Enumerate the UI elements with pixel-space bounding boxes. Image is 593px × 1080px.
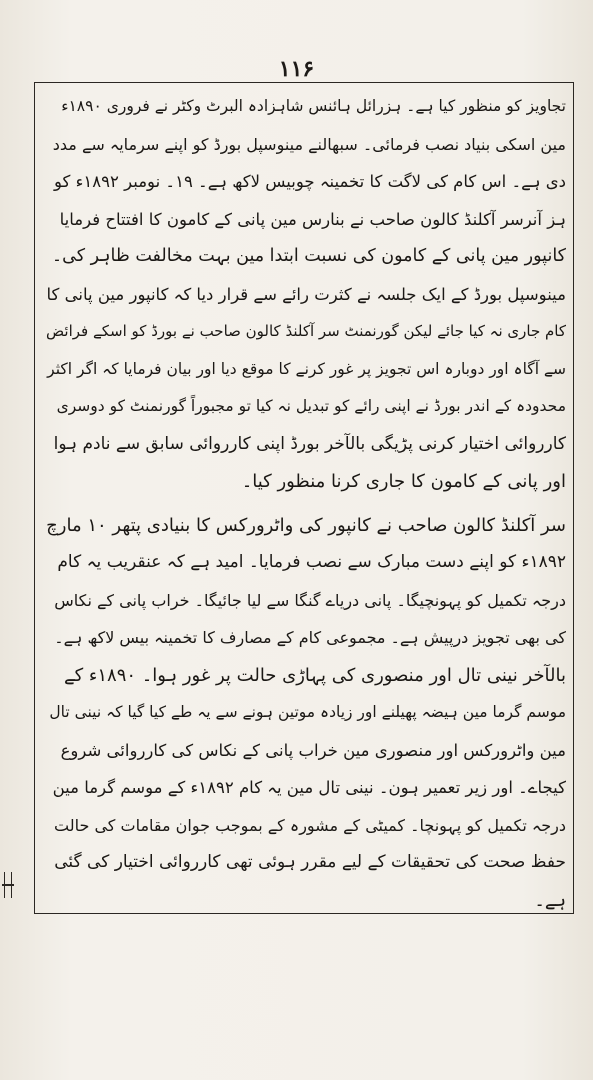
text-line: کانپور مین پانی کے کامون کی نسبت ابتدا مین بہت مخالفت ظاہر کی۔ [51, 246, 566, 266]
text-line: کیجاے۔ اور زیر تعمیر ہون۔ نینی تال مین یہ کام ۱۸۹۲ء کے موسم گرما مین [52, 778, 566, 797]
page-number: ۱۱۶ [278, 56, 315, 82]
text-line: مینوسپل بورڈ کے ایک جلسہ نے کثرت رائے سے قرار دیا کہ کانپور مین پانی کا [46, 284, 566, 304]
text-line: درجہ تکمیل کو پہونچا۔ کمیٹی کے مشورہ کے بموجب جوان مقامات کی حالت [54, 815, 566, 835]
text-line: کی بھی تجویز درپیش ہے۔ مجموعی کام کے مصارف کا تخمینہ بیس لاکھ ہے۔ [54, 628, 566, 647]
margin-mark [4, 872, 12, 898]
text-line: مین واٹرورکس اور منصوری مین خراب پانی کے نکاس کی کارروائی شروع [60, 740, 566, 760]
text-line: سے آگاہ اور دوبارہ اس تجویز پر غور کرنے کا موقع دیا اور بیان فرمایا کہ اگر اکثر [47, 359, 566, 378]
text-line: کام جاری نہ کیا جائے لیکن گورنمنٹ سر آکلنڈ کالون صاحب نے بورڈ کو اسکے فرائض [46, 322, 566, 340]
text-block [46, 88, 566, 919]
text-line: سر آکلنڈ کالون صاحب نے کانپور کی واٹرورکس کا بنیادی پتھر ۱۰ مارچ [46, 514, 566, 536]
text-line: موسم گرما مین ہیضہ پھیلنے اور زیادہ موتین ہونے سے یہ طے کیا گیا کہ نینی تال [49, 703, 566, 721]
text-line: دی ہے۔ اس کام کی لاگت کا تخمینہ چوبیس لاکھ ہے۔ ۱۹۔ نومبر ۱۸۹۲ء کو [54, 172, 566, 191]
text-line: بالآخر نینی تال اور منصوری کی پہاڑی حالت پر غور ہوا۔ ۱۸۹۰ء کے [64, 664, 566, 686]
text-line: حفظ صحت کی تحقیقات کے لیے مقرر ہوئی تھی کارروائی اختیار کی گئی [54, 852, 566, 872]
text-line: ۱۸۹۲ء کو اپنے دست مبارک سے نصب فرمایا۔ امید ہے کہ عنقریب یہ کام [57, 552, 566, 572]
text-line: اور پانی کے کامون کا جاری کرنا منظور کیا۔ [241, 471, 566, 492]
text-line: ہے۔ [534, 889, 566, 911]
paragraph-2 [46, 507, 566, 920]
paragraph-1 [46, 88, 566, 501]
text-line: مین اسکی بنیاد نصب فرمائی۔ سبھالنے مینوسپل بورڈ کو اپنے سرمایہ سے مدد [52, 134, 566, 154]
text-line: ہز آنرسر آکلنڈ کالون صاحب نے بنارس مین پانی کے کامون کا افتتاح فرمایا [59, 209, 566, 229]
text-line: محدودہ کے اندر بورڈ نے اپنی رائے کو تبدیل نہ کیا تو مجبوراً گورنمنٹ کو دوسری [56, 397, 566, 415]
text-line: درجہ تکمیل کو پہونچیگا۔ پانی دریاے گنگا سے لیا جائیگا۔ خراب پانی کے نکاس [54, 590, 566, 610]
text-line: تجاویز کو منظور کیا ہے۔ ہزرائل ہائنس شاہزادہ البرٹ وکٹر نے فروری ۱۸۹۰ء [61, 97, 566, 115]
text-line: کارروائی اختیار کرنی پڑیگی بالآخر بورڈ اپنی کارروائی سابق سے نادم ہوا [53, 433, 566, 454]
